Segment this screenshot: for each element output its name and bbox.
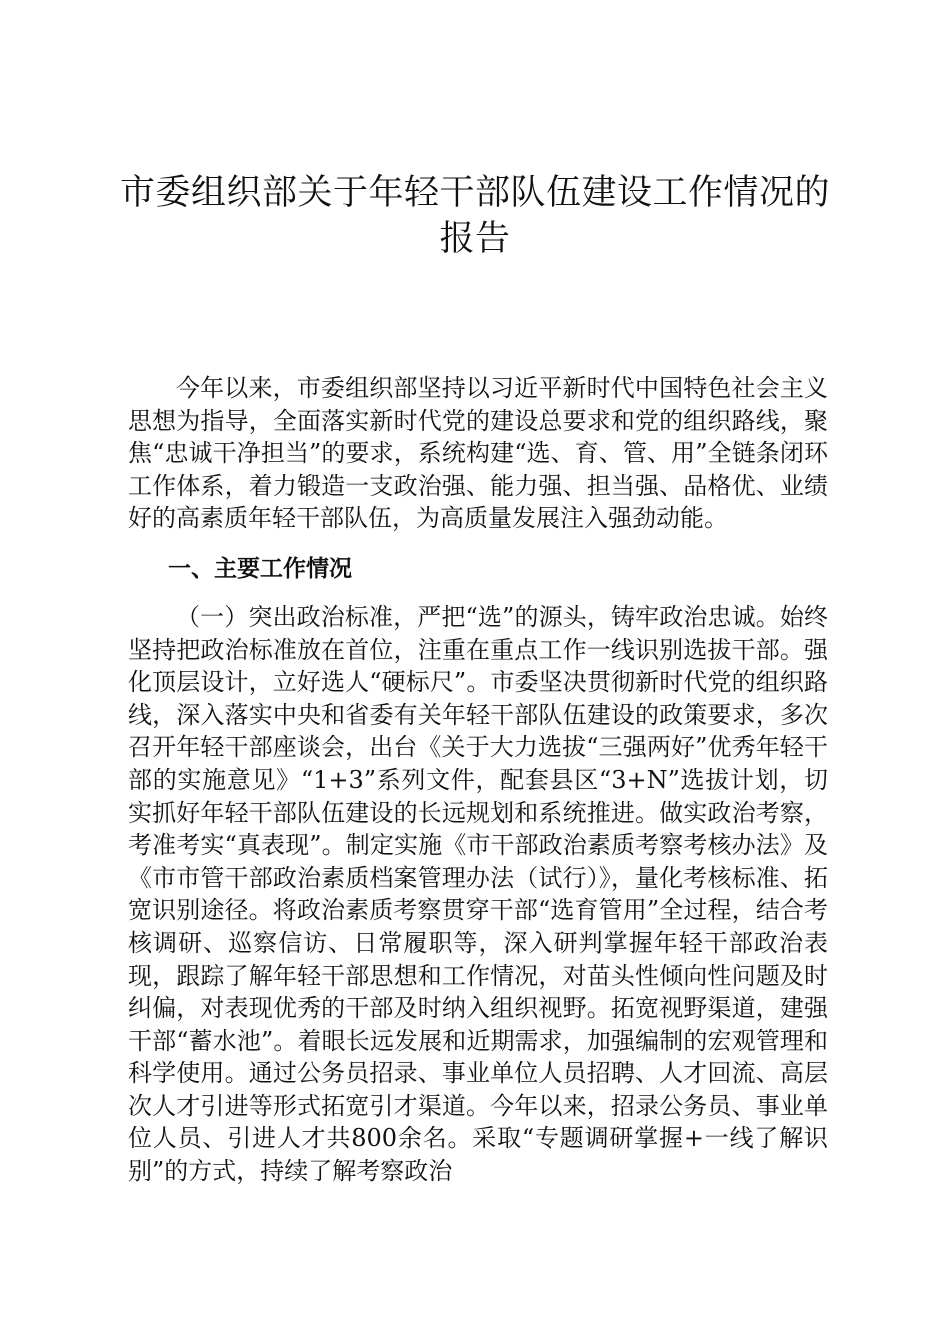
intro-paragraph: 今年以来，市委组织部坚持以习近平新时代中国特色社会主义思想为指导，全面落实新时代党的建设总要求和党的组织路线，聚焦“忠诚干净担当”的要求，系统构建“选、育、管、用”全链条闭环工作体系，着力锻造一支政治强、能力强、担当强、品格优、业绩好的高素质年轻干部队伍，为高质量发展注入强劲动能。 [128,374,828,533]
document-title [120,170,830,262]
document-title-line-1: 市委组织部关于年轻干部队伍建设工作情况的 [120,173,831,213]
section-heading-main-work: 一、主要工作情况 [168,555,352,582]
document-body [128,372,828,1188]
document-title-line-2: 报告 [439,219,511,259]
section-paragraph-selection: （一）突出政治标准，严把“选”的源头，铸牢政治忠诚。始终坚持把政治标准放在首位，注重在重点工作一线识别选拔干部。强化顶层设计，立好选人“硬标尺”。市委坚决贯彻新时代党的组织路线，深入落实中央和省委有关年轻干部队伍建设的政策要求，多次召开年轻干部座谈会，出台《关于大力选拔“三强两好”优秀年轻干部的实施意见》“1+3”系列文件，配套县区“3+N”选拔计划，切实抓好年轻干部队伍建设的长远规划和系统推进。做实政治考察，考准考实“真表现”。制定实施《市干部政治素质考察考核办法》及《市市管干部政治素质档案管理办法（试行）》，量化考核标准、拓宽识别途径。将政治素质考察贯穿干部“选育管用”全过程，结合考核调研、巡察信访、日常履职等，深入研判掌握年轻干部政治表现，跟踪了解年轻干部思想和工作情况，对苗头性倾向性问题及时纠偏，对表现优秀的干部及时纳入组织视野。拓宽视野渠道，建强干部“蓄水池”。着眼长远发展和近期需求，加强编制的宏观管理和科学使用。通过公务员招录、事业单位人员招聘、人才回流、高层次人才引进等形式拓宽引才渠道。今年以来，招录公务员、事业单位人员、引进人才共800余名。采取“专题调研掌握+一线了解识别”的方式，持续了解考察政治 [128,602,828,1186]
